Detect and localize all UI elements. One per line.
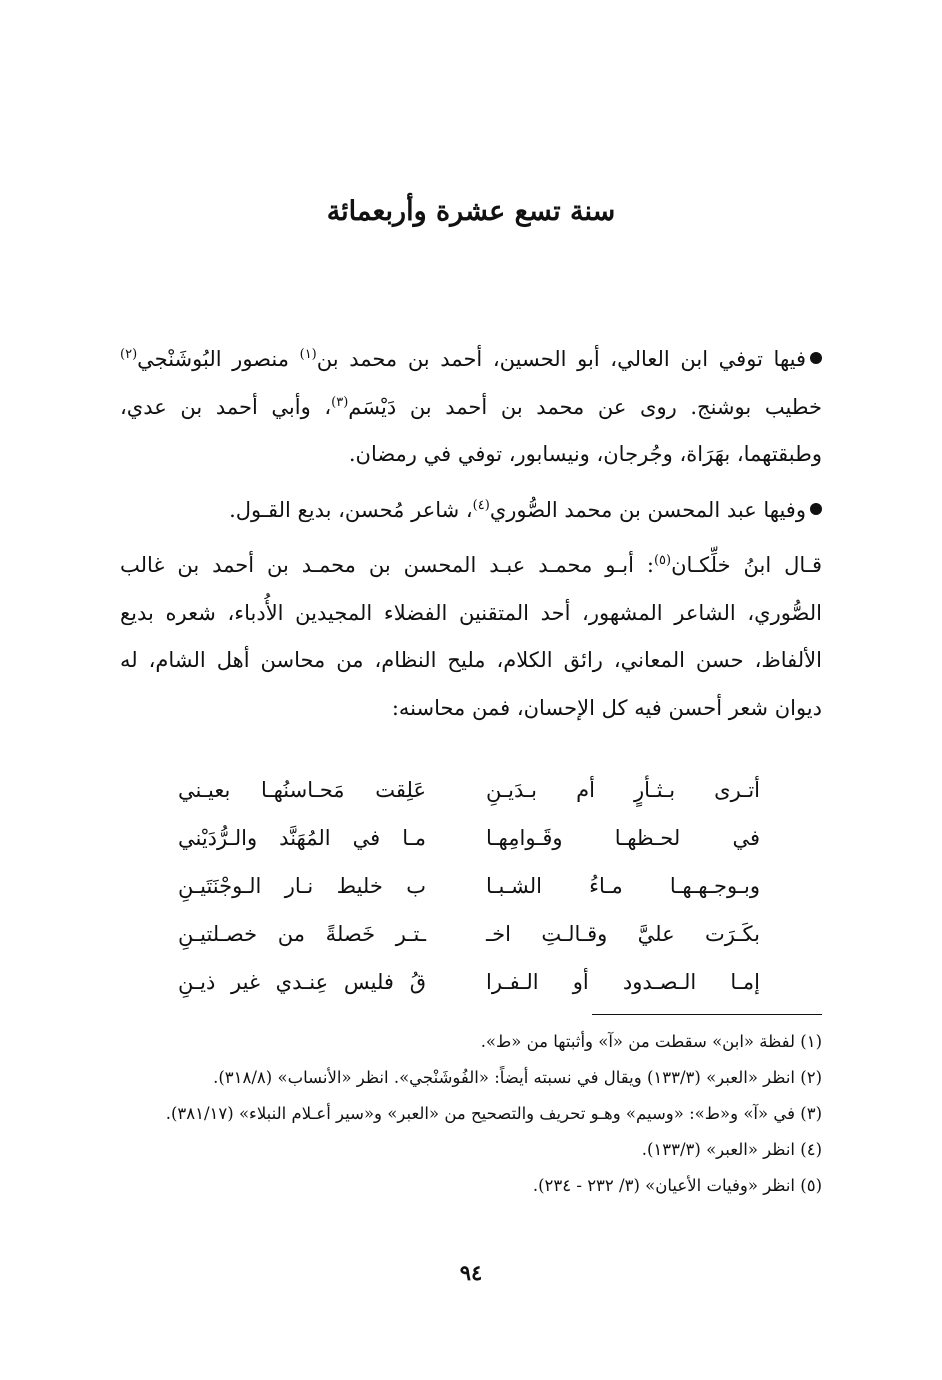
poem-verse [120, 766, 822, 814]
poem-verse [120, 910, 822, 958]
poem-verse [120, 958, 822, 1006]
paragraph-2: وفيها عبد المحسن بن محمد الصُّوري$^{(٤)}$، شاعر مُحسن، بديع القـول. [120, 487, 822, 535]
page-title: سنة تسع عشرة وأربعمائة [326, 196, 616, 227]
footnote: (٢) انظر «العبر» (١٣٣/٣) ويقال في نسبته أيضاً: «الفُوشَنْجي». انظر «الأنساب» (٣١٨/٨). [213, 1068, 822, 1087]
footnotes [120, 1024, 822, 1204]
verse-second-hemistich: ـتـر خَصلةً من خصـلتيـنِ [178, 922, 426, 946]
footnote-ref-4: (٤) [472, 497, 490, 513]
footnote-ref-2: (٢) [120, 347, 138, 362]
poem [120, 766, 822, 1006]
verse-second-hemistich: مـا في المُهَنَّد والـرُّدَيْني [178, 826, 426, 850]
page-number: ٩٤ [459, 1260, 483, 1285]
bullet-icon [810, 352, 822, 364]
paragraph-1: فيها توفي ابن العالي، أبو الحسين، أحمد بن محمد بن$^{(١)}$ منصور البُوشَنْجي$^{(٢)}$ خطيب بوشنج. روى عن محمد بن أحمد بن دَيْسَم$^{(٣)}$، وأبي أحمد بن عدي، وطبقتهما، بهَرَاة، وجُرجان، ونيسابور، توفي في رمضان. [120, 347, 822, 466]
verse-first-hemistich: في لحـظهـا وقَـوامِهـا [486, 826, 760, 850]
poem-verse [120, 814, 822, 862]
footnote-divider [592, 1014, 822, 1015]
verse-first-hemistich: وبـوجـهـهـا مـاءُ الشـبـا [486, 874, 760, 898]
footnote: (٥) انظر «وفيات الأعيان» (٣/ ٢٣٢ - ٢٣٤). [532, 1176, 822, 1195]
verse-first-hemistich: إمـا الـصـدود أو الـفـرا [486, 970, 760, 994]
paragraph-3: قـال ابنُ خلِّكـان$^{(٥)}$: أبـو محمـد عبـد المحسن بن محمـد بن أحمد بن غالب الصُّوري، الشاعر المشهور، أحد المتقنين الفضلاء المجيدين الأُدباء، شعره بديع الألفاظ، حسن المعاني، رائق الكلام، مليح النظام، من محاسن أهل الشام، له ديوان شعر أحسن فيه كل الإحسان، فمن محاسنه: [120, 553, 823, 720]
main-text [120, 336, 822, 740]
footnote: (٤) انظر «العبر» (١٣٣/٣). [641, 1140, 822, 1159]
footnote: (٣) في «آ» و«ط»: «وسيم» وهـو تحريف والتصحيح من «العبر» و«سير أعـلام النبلاء» (٣٨١/١٧). [165, 1104, 822, 1123]
verse-second-hemistich: قُ فليس عِنـدي غير ذيـنِ [178, 970, 426, 994]
verse-second-hemistich: عَلِقت مَحـاسنُهـا بعيـني [178, 778, 426, 802]
verse-first-hemistich: بكَـرَت عليَّ وقـالـتِ اخـ [486, 922, 760, 946]
bullet-icon [810, 503, 822, 515]
verse-second-hemistich: ب خليط نـار الـوجْنَتَيـنِ [178, 874, 426, 898]
footnote-ref-1: (١) [299, 347, 317, 362]
verse-first-hemistich: أتـرى بـثـأرٍ أم بـدَيـنِ [486, 778, 760, 802]
footnote-ref-3: (٣) [331, 394, 349, 410]
poem-verse [120, 862, 822, 910]
footnote: (١) لفظة «ابن» سقطت من «آ» وأثبتها من «ط». [480, 1032, 822, 1051]
footnote-ref-5: (٥) [653, 553, 672, 568]
